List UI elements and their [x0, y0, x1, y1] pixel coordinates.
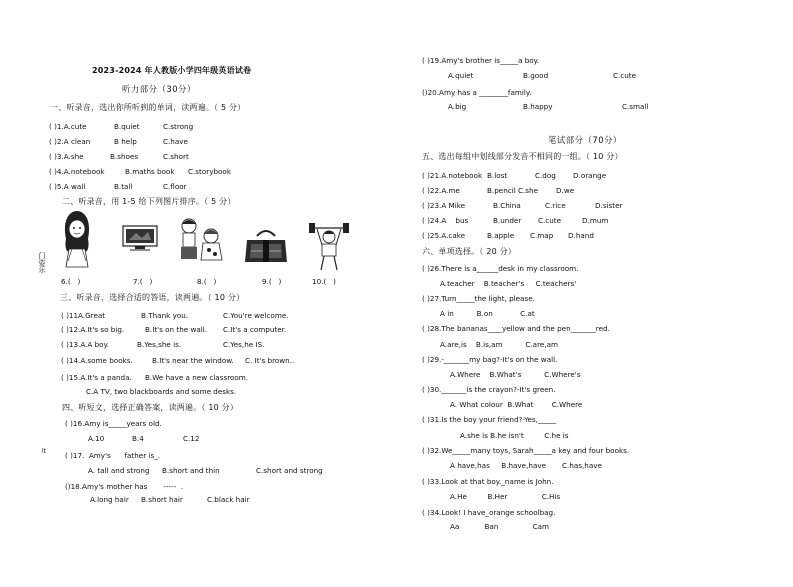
question-26: ( )26.There is a______desk in my classroom.: [422, 264, 579, 273]
option-c: C.black hair: [207, 495, 250, 504]
question-5: ( )5.A wall: [49, 182, 86, 191]
option-b: B.good: [523, 71, 549, 80]
option-c: C.You're welcome.: [223, 311, 289, 320]
question-20: ()20.Amy has a ________family.: [422, 88, 532, 97]
option-c: C.dog: [535, 171, 556, 180]
options-30: A. What colour B.What C.Where: [450, 400, 583, 409]
section-4-title: 四、听短文，选择正确答案，读两遍。（ 10 分）: [62, 403, 239, 412]
question-19: ( )19.Amy's brother is_____a boy.: [422, 56, 540, 65]
option-b: B.Thank you.: [141, 311, 189, 320]
option-c: C.cute: [613, 71, 637, 80]
question-30: ( )30._______is the crayon?-It's green.: [422, 385, 556, 394]
option-c: C.cute: [538, 216, 562, 225]
option-a: A. tall and strong: [88, 466, 150, 475]
question-13: ( )13.A.A boy.: [61, 340, 110, 349]
options-33: A.He B.Her C.His: [450, 492, 561, 501]
options-34: Aa Ban Cam: [450, 522, 550, 531]
option-c: C.floor: [163, 182, 187, 191]
question-32: ( )32.We_____many toys, Sarah_____a key and four books.: [422, 446, 630, 455]
option-c: C.map: [530, 231, 554, 240]
question-16: ( )16.Amy is_____years old.: [65, 419, 162, 428]
question-18: ()18.Amy's mother has ----- .: [65, 482, 184, 491]
question-1: ( )1.A.cute: [49, 122, 87, 131]
section-1-title: 一、听录音，选出你所听到的单词，读两遍。（ 5 分）: [50, 103, 246, 112]
options-26: A.teacher B.teacher's C.teachers': [440, 279, 577, 288]
girl-long-hair-picture: [60, 209, 94, 269]
question-11: ( )11A.Great: [61, 311, 106, 320]
section-6-title: 六、单项选择。（ 20 分）: [422, 247, 517, 256]
listening-heading: 听力部分（30分）: [122, 84, 196, 94]
option-b: B.lost: [487, 171, 508, 180]
question-34: ( )34.Look! I have_orange schoolbag.: [422, 508, 556, 517]
option-b: B.quiet: [114, 122, 140, 131]
writing-heading: 笔试部分（70分）: [548, 135, 622, 145]
option-b: B.China: [493, 201, 521, 210]
question-17: ( )17. Amy's father is_.: [65, 451, 161, 460]
option-b: B help: [114, 137, 137, 146]
option-c: C.12: [183, 434, 200, 443]
question-2: ( )2.A clean: [49, 137, 91, 146]
option-d: D.we: [556, 186, 575, 195]
question-21: ( )21.A.notebook: [422, 171, 483, 180]
side-label-top: 门姿乐: [38, 252, 46, 273]
option-d: D.hand: [568, 231, 594, 240]
option-b: B.It's on the wall.: [145, 325, 208, 334]
paper-title: 2023-2024 年人教版小学四年级英语试卷: [92, 66, 252, 75]
classroom-tv-picture: [120, 224, 160, 252]
options-28: A.are,is B.is,am C.are,am: [440, 340, 558, 349]
picture-label-10: 10.( ): [312, 277, 336, 286]
question-25: ( )25.A.cake: [422, 231, 466, 240]
option-c: C.rice: [545, 201, 566, 210]
option-c: C.small: [622, 102, 649, 111]
option-b: B.pencil C.she: [487, 186, 539, 195]
question-28: ( )28.The bananas____yellow and the pen_______red.: [422, 324, 610, 333]
option-a: A.10: [88, 434, 105, 443]
strong-boy-picture: [308, 217, 350, 271]
option-b: B.It's near the window.: [152, 356, 234, 365]
question-29: ( )29.-_______my bag?-It's on the wall.: [422, 355, 558, 364]
question-31: ( )31.Is the boy your friend?-Yes,_____: [422, 415, 556, 424]
options-29: A.Where B.What's C.Where's: [450, 370, 581, 379]
question-15: ( )15.A.It's a panda.: [61, 373, 132, 382]
option-c: C.short and strong: [256, 466, 323, 475]
option-c: C.short: [163, 152, 189, 161]
question-27: ( )27.Turn_____the light, please.: [422, 294, 535, 303]
option-b: B.maths book: [125, 167, 175, 176]
option-c: C.strong: [163, 122, 194, 131]
question-12: ( )12.A.It's so big.: [61, 325, 125, 334]
option-b: B.under: [493, 216, 522, 225]
picture-label-8: 8.( ): [197, 277, 217, 286]
option-b: B.happy: [523, 102, 553, 111]
option-b: B.We have a new classroom.: [145, 373, 249, 382]
option-b: B.Yes,she is.: [137, 340, 182, 349]
question-14: ( )14.A.some books.: [61, 356, 133, 365]
option-d: D.sister: [595, 201, 623, 210]
question-22: ( )22.A.me: [422, 186, 460, 195]
option-c: C.Yes,he IS.: [223, 340, 265, 349]
option-b: B.short and thin: [162, 466, 220, 475]
bag-picture: [243, 226, 289, 266]
question-24: ( )24.A bus: [422, 216, 469, 225]
picture-label-7: 7.( ): [133, 277, 153, 286]
options-31: A.she is B.he isn't C.he is: [460, 431, 569, 440]
option-c: C.have: [163, 137, 188, 146]
option-c: C.A TV, two blackboards and some desks.: [86, 387, 237, 396]
options-32: A have,has B.have,have C.has,have: [450, 461, 602, 470]
option-a: A.long hair: [90, 495, 129, 504]
option-c: C. It's brown..: [245, 356, 295, 365]
question-33: ( )33.Look at that boy._name is John.: [422, 477, 554, 486]
section-5-title: 五、选出每组中划线部分发音不相同的一组。（ 10 分）: [422, 152, 623, 161]
section-2-title: 二、听录音，用 1-5 给下列图片排序。（ 5 分）: [62, 197, 236, 206]
side-label-bottom: lt: [42, 448, 47, 455]
option-b: B.4: [132, 434, 144, 443]
option-d: D.orange: [573, 171, 607, 180]
option-b: B.apple: [487, 231, 515, 240]
option-b: B.shoes: [110, 152, 139, 161]
question-23: ( )23.A Mike: [422, 201, 466, 210]
option-c: C.storybook: [188, 167, 231, 176]
question-4: ( )4.A.notebook: [49, 167, 105, 176]
option-c: C.It's a computer.: [223, 325, 287, 334]
option-a: A.quiet: [448, 71, 474, 80]
option-b: B.short hair: [141, 495, 183, 504]
option-a: A.big: [448, 102, 467, 111]
question-3: ( )3.A.she: [49, 152, 84, 161]
options-27: A in B.on C.at: [440, 309, 535, 318]
option-d: D.mum: [582, 216, 609, 225]
picture-label-9: 9.( ): [262, 277, 282, 286]
section-3-title: 三、听录音，选择合适的答语，读两遍。（ 10 分）: [60, 293, 245, 302]
option-b: B.tall: [114, 182, 133, 191]
picture-label-6: 6.( ): [61, 277, 81, 286]
kids-picture: [175, 214, 227, 264]
